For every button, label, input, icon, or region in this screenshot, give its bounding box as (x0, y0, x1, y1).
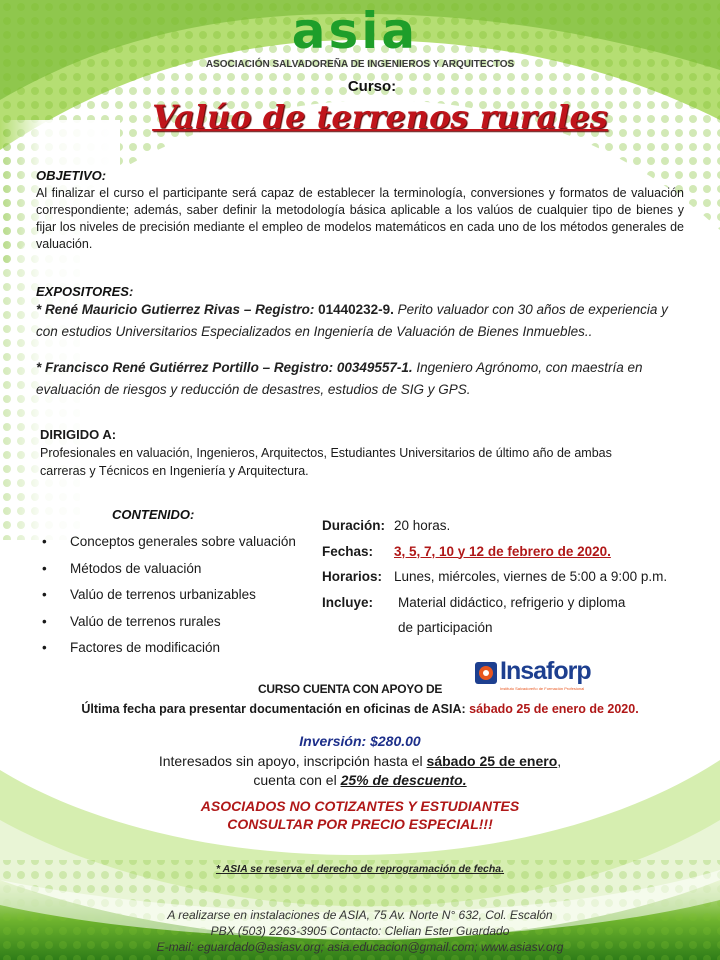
duracion-row (322, 513, 712, 539)
descuento-deadline: sábado 25 de enero (426, 753, 558, 769)
expositor-2-registro-label: – Registro: (258, 360, 337, 375)
bullet-icon: • (42, 534, 47, 549)
objetivo-text: Al finalizar el curso el participante será capaz de establecer la terminología, conversiones y formatos de valuación correspondiente; además, saber definir la metodología básica aplicable a los valúos de cualquier tipo de bienes y fijar los niveles de precisión mediante el empleo de modelos matemáticos en cada uno de los métodos generales de valuación. (36, 186, 684, 251)
bullet-icon: • (42, 587, 47, 602)
bullet-icon: • (42, 560, 47, 576)
descuento-info (0, 752, 720, 790)
incluye-label: Incluye: (322, 594, 374, 610)
expositor-2-desc: Ingeniero Agrónomo, con maestría en evaluación de riesgos y reducción de desastres, estudios de SIG y GPS. (36, 360, 643, 397)
objetivo-label: OBJETIVO: (36, 168, 107, 183)
fechas-label: Fechas: (322, 543, 374, 559)
inversion-price: Inversión: $280.00 (299, 733, 421, 749)
list-item: • Conceptos generales sobre valuación (42, 534, 296, 549)
contenido-list (42, 534, 322, 667)
expositor-1-registro: 01440232-9. (318, 302, 394, 317)
duracion-value: 20 horas. (394, 518, 451, 533)
asociados-notice: ASOCIADOS NO COTIZANTES Y ESTUDIANTES CONSULTAR POR PRECIO ESPECIAL!!! (200, 798, 520, 832)
incluye-row (322, 590, 712, 616)
fecha-limite (0, 702, 720, 716)
insaforp-subtitle: Instituto Salvadoreño de Formación Profesional (500, 686, 585, 691)
expositor-2-name: * Francisco René Gutiérrez Portillo (36, 360, 259, 375)
incluye-value-2: de participación (398, 620, 493, 635)
course-title: Valúo de terrenos rurales (152, 98, 608, 136)
organization-name: ASOCIACIÓN SALVADOREÑA DE INGENIEROS Y ARQUITECTOS (205, 59, 515, 70)
fechas-value: 3, 5, 7, 10 y 12 de febrero de 2020. (394, 543, 611, 559)
footer-contact: PBX (503) 2263-3905 Contacto: Clelian Ester Guardado (210, 924, 510, 938)
reprogramacion-note: * ASIA se reserva el derecho de reprogramación de fecha. (215, 863, 505, 875)
list-item: • Factores de modificación (42, 640, 221, 655)
expositores-label: EXPOSITORES: (36, 284, 134, 299)
expositor-1-name: * René Mauricio Gutierrez Rivas (36, 302, 241, 317)
descuento-line-2: cuenta con el 25% de descuento. (253, 772, 467, 788)
footer-email-links[interactable]: eguardado@asiasv.org; asia.educacion@gmail.com; www.asiasv.org (197, 940, 564, 954)
dirigido-text: Profesionales en valuación, Ingenieros, Arquitectos, Estudiantes Universitarios de último año de ambas carreras y Técnicos en Ingeniería y Arquitectura. (40, 446, 612, 478)
fecha-limite-date: sábado 25 de enero de 2020. (469, 702, 639, 716)
fecha-limite-text: Última fecha para presentar documentación en oficinas de ASIA: (81, 702, 470, 716)
insaforp-logo (474, 657, 598, 694)
list-item: • Métodos de valuación (42, 560, 202, 576)
incluye-value-1: Material didáctico, refrigerio y diploma (398, 594, 626, 610)
expositor-1 (36, 299, 682, 343)
expositor-1-desc: Perito valuador con 30 años de experiencia y con estudios Universitarios Especializados en Ingeniería de Valuación de Bienes Inmuebles.. (36, 302, 668, 339)
expositor-1-registro-label: – Registro: (240, 302, 319, 317)
insaforp-wordmark: Insaforp (500, 657, 591, 685)
horarios-row (322, 564, 712, 590)
bullet-icon: • (42, 640, 47, 655)
expositor-2 (36, 357, 682, 401)
list-item: • Valúo de terrenos urbanizables (42, 587, 256, 602)
descuento-percent: 25% de descuento. (340, 772, 467, 788)
curso-label: Curso: (347, 78, 397, 95)
contenido-label: CONTENIDO: (112, 507, 195, 522)
dirigido-label: DIRIGIDO A: (40, 427, 117, 442)
horarios-value: Lunes, miércoles, viernes de 5:00 a 9:00 p.m. (394, 569, 668, 584)
horarios-label: Horarios: (322, 569, 383, 584)
footer-email (0, 939, 720, 955)
footer-address: A realizarse en instalaciones de ASIA, 75 Av. Norte N° 632, Col. Escalón (167, 908, 553, 922)
duracion-label: Duración: (322, 518, 386, 533)
list-item: • Valúo de terrenos rurales (42, 613, 221, 629)
course-details (322, 513, 712, 641)
fechas-row (322, 539, 712, 565)
asia-logo: asia (291, 2, 419, 60)
incluye-row-2 (322, 615, 712, 641)
apoyo-text: CURSO CUENTA CON APOYO DE (258, 682, 443, 696)
bullet-icon: • (42, 613, 47, 629)
descuento-line-1: Interesados sin apoyo, inscripción hasta el sábado 25 de enero, (158, 753, 562, 769)
expositor-2-registro: 00349557-1. (336, 360, 413, 375)
footer-email-label: E-mail: (156, 940, 198, 954)
